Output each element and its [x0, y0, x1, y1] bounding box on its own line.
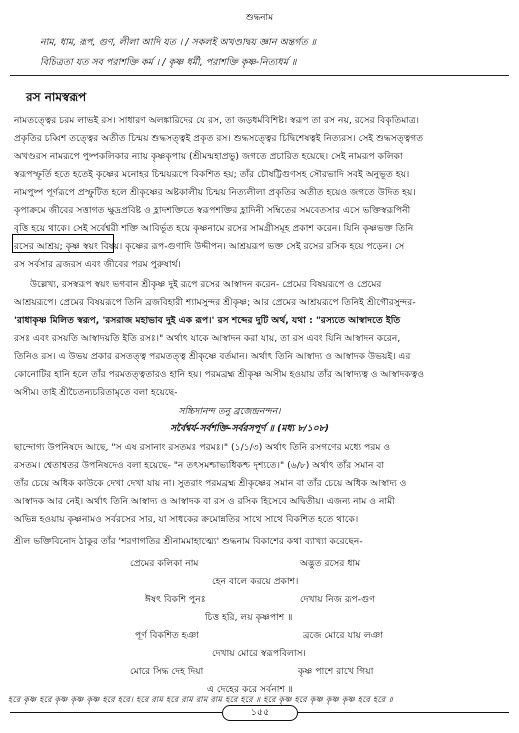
text-line: কোনোটির হানি হলে তাঁর পরমতত্ত্বতারও হানি হয়। পরমব্রহ্ম শ্রীকৃষ্ণ অসীম হওয়ায় তাঁর আস্বাদ্যত্ব ও আস্বাদকত্বও	[14, 369, 425, 380]
text-line: নামতত্ত্বের চরম লাভই রস। সাধারণ অলঙ্কারিদের যে রস, তা জড়ধর্মবিশিষ্ট। স্বরূপ তা রস নয়, রসের বিকৃতিমাত্র।	[14, 115, 420, 126]
running-header: শুদ্ধনাম	[245, 13, 274, 23]
poem-line: পূর্ণ বিকশিত হঞা	[135, 630, 199, 641]
poem-line: অদ্ভুত রসের ধাম	[300, 558, 361, 569]
text-line: তাঁর চেয়ে অধিক কাউকে দেখা দেখা যায় না। সুতরাং পরমব্রহ্ম শ্রীকৃষ্ণের সমান বা তাঁর চেয়ে অধিক আস্বাদ্য ও	[14, 478, 407, 489]
text-line: 'রাধাকৃষ্ণ মিলিত স্বরূপ, 'রসরাজ মহাভাব দুই এক রূপ।' রস শব্দের দুটি অর্থ, যথা : "রস্যতে আস্বাদতে ইতি	[14, 315, 401, 326]
text-line: আস্বাদক আর নেই। অর্থাৎ তিনি আস্বাদ্য ও আস্বাদক বা রস ও রসিক হিসেবে অদ্বিতীয়। এজন্য নাম ও নামী	[14, 496, 395, 507]
text-line: কৃপাক্রমে জীবের সত্তাগত ক্ষুদ্রপ্রবিষ্ট ও হ্লাদশক্তিতে স্বরূপশক্তির হ্লাদিনী সম্বিতের সমবেতসার এসে ভক্তিস্বরূপিনী	[14, 205, 411, 216]
text-line: তিনিও রস। এ উভয় প্রকার রসতত্ত্ব পরমতত্ত্ব শ্রীকৃষ্ণে বর্তমান। অর্থাৎ তিনি আস্বাদ্য ও আস্বাদক উভয়ই। এর	[14, 351, 411, 362]
text-line: রসঃ এবং রসয়তি আস্বাদয়তি ইতি রসঃ।" অর্থাৎ যাকে আস্বাদন করা যায়, তা রস এবং যিনি আস্বাদন করেন,	[14, 333, 401, 344]
poem-line: ব্রজে মোরে যায় লঞা	[303, 630, 384, 641]
page-number: ১৫৫	[222, 705, 298, 721]
poem-line: কৃষ্ণ পাশে রাখে গিয়া	[298, 666, 374, 677]
poem-line: দেখায় নিজ রূপ-গুণ	[300, 594, 375, 605]
page-number-rule-left	[10, 712, 222, 713]
text-line: রসের আশ্রয়; কৃষ্ণ স্বয়ং বিষয়। কৃষ্ণের রূপ-গুণাদি উদ্দীপন। আশ্রয়রূপ ভক্ত সেই রসের রসিক হয়ে পড়েন। সে	[14, 241, 405, 252]
text-line: আশ্রয়রূপে। প্রেমের বিষয়রূপে তিনি ব্রজবিহারী শ্যামসুন্দর শ্রীকৃষ্ণ; আর প্রেমের আশ্রয়রূপে তিনিই শ্রীগৌরসুন্দর-	[14, 297, 416, 308]
text-line: অভিন্ন হওয়ায় কৃষ্ণনামও সর্বরসের সার, যা সাধকের ক্রমোন্নতির সাথে সাথে বিকশিত হতে থাকে।	[14, 514, 359, 525]
text-line: অসীম। তাই শ্রীচৈতন্যচরিতামৃতে বলা হয়েছে-	[14, 387, 178, 398]
top-verse-line-2: বিচিত্রতা যত সব পরাশক্তি কর্ম । / কৃষ্ণ ধর্মী, পরাশক্তি কৃষ্ণ-নিত্যধর্ম ॥	[40, 57, 297, 68]
quote-line-2: সর্বৈশ্বর্য-সর্বশক্তি-সর্বরসপূর্ণ ॥ (মধ্য ৮/১০৮)	[170, 423, 329, 434]
text-line: ছান্দোগ্য উপনিষদে আছে, "স এষ রসানাং রসতমঃ পরমঃ।" (১/১/৩) অর্থাৎ তিনি রসগণের মধ্যে পরম ও	[14, 442, 391, 453]
poem-line: চিত্ত হরি, লয় কৃষ্ণপাশ ॥	[205, 612, 293, 623]
poem-line: ঈষৎ বিকশি পুনঃ	[145, 594, 206, 605]
footer-mantra: হরে কৃষ্ণ হরে কৃষ্ণ কৃষ্ণ কৃষ্ণ হরে হরে। হরে রাম হরে রাম রাম রাম হরে হরে ॥ হরে কৃষ্ণ হরে কৃষ্ণ কৃষ্ণ কৃষ্ণ হরে হরে ॥	[8, 695, 394, 704]
text-line: অখণ্ডরস নামরূপে পুষ্পকলিকার ন্যায় কৃষ্ণকৃপায় (শ্রীমন্মহাপ্রভু) জগতে প্রচারিত হয়েছে। সেই নামরূপ কলিকা	[14, 151, 403, 162]
poem-line: এ দেহের করে সর্বনাশ ॥	[207, 684, 293, 695]
poem-line: হেন বালে করয়ে প্রকাশ।	[212, 576, 299, 587]
top-verse-line-1: নাম, ধাম, রূপ, গুণ, লীলা আদি যত । / সকলই অখণ্ডাদ্বয় জ্ঞান অন্তর্গত ॥	[40, 37, 317, 48]
quote-line-1: সচ্চিদানন্দ তনু ব্রজেন্দ্রনন্দন।	[178, 406, 281, 417]
text-line: প্রকৃতির চব্বিশ তত্ত্বের অতীত চিন্ময় শুদ্ধসত্ত্বই প্রকৃত রস। শুদ্ধসত্ত্বের চিদ্বিশেষত্বই নিত্যরস। সেই শুদ্ধসত্ত্বগত	[14, 133, 424, 144]
text-line: বৃত্তি হয়ে থাকে। সেই সর্বেশ্বরী শক্তি আবির্ভূত হয়ে কৃষ্ণনামে রসের সামগ্রীসমূহ প্রকাশ করেন। যিনি কৃষ্ণভক্ত তিনি	[14, 223, 414, 234]
text-line: স্বরূপস্ফূর্তি হতে হতেই কৃষ্ণের মনোহর চিন্ময়রূপে বিকশিত হয়; তাঁর চৌষট্টিগুণসহ সৌরভাদি সবই অনুভূত হয়।	[14, 169, 410, 180]
highlight-box	[12, 234, 114, 253]
page-number-rule-right	[298, 712, 509, 713]
section-title: রস নামস্বরূপ	[26, 90, 87, 104]
paragraph-4: শ্রীল ভক্তিবিনোদ ঠাকুর তাঁর 'শরণাগতির শ্রীনামমাহাত্ম্যে' শুদ্ধনাম বিকাশের কথা ব্যাখ্যা করেছেন-	[14, 536, 363, 547]
text-line: উল্লেখ্য, রসস্বরূপ স্বয়ং ভগবান শ্রীকৃষ্ণ দুই রূপে রসের আস্বাদন করেন- প্রেমের বিষয়রূপে ও প্রেমের	[30, 279, 382, 290]
text-line: রসতম। শ্বেতাশ্বতর উপনিষদেও বলা হয়েছে- "ন তৎসমশ্চাভ্যধিকশ্চ দৃশ্যতে।" (৬/৮) অর্থাৎ তাঁর সমান বা	[14, 460, 385, 471]
text-line: নামপুষ্প পূর্ণরূপে প্রস্ফুটিত হলে শ্রীকৃষ্ণের অষ্টকালীয় চিন্ময় নিত্যলীলা প্রকৃতির অতীত হয়েও জগতে উদিত হয়।	[14, 187, 416, 198]
divider	[10, 75, 509, 76]
poem-line: দেখায় মোরে স্বরূপবিলাস।	[212, 648, 306, 659]
poem-line: মোরে সিদ্ধ দেহ দিয়া	[130, 666, 204, 677]
poem-line: প্রেমের কলিকা নাম	[130, 558, 199, 569]
text-line: রস সর্বসার ব্রজরস এবং জীবের পরম পুরুষার্থ।	[14, 259, 181, 270]
